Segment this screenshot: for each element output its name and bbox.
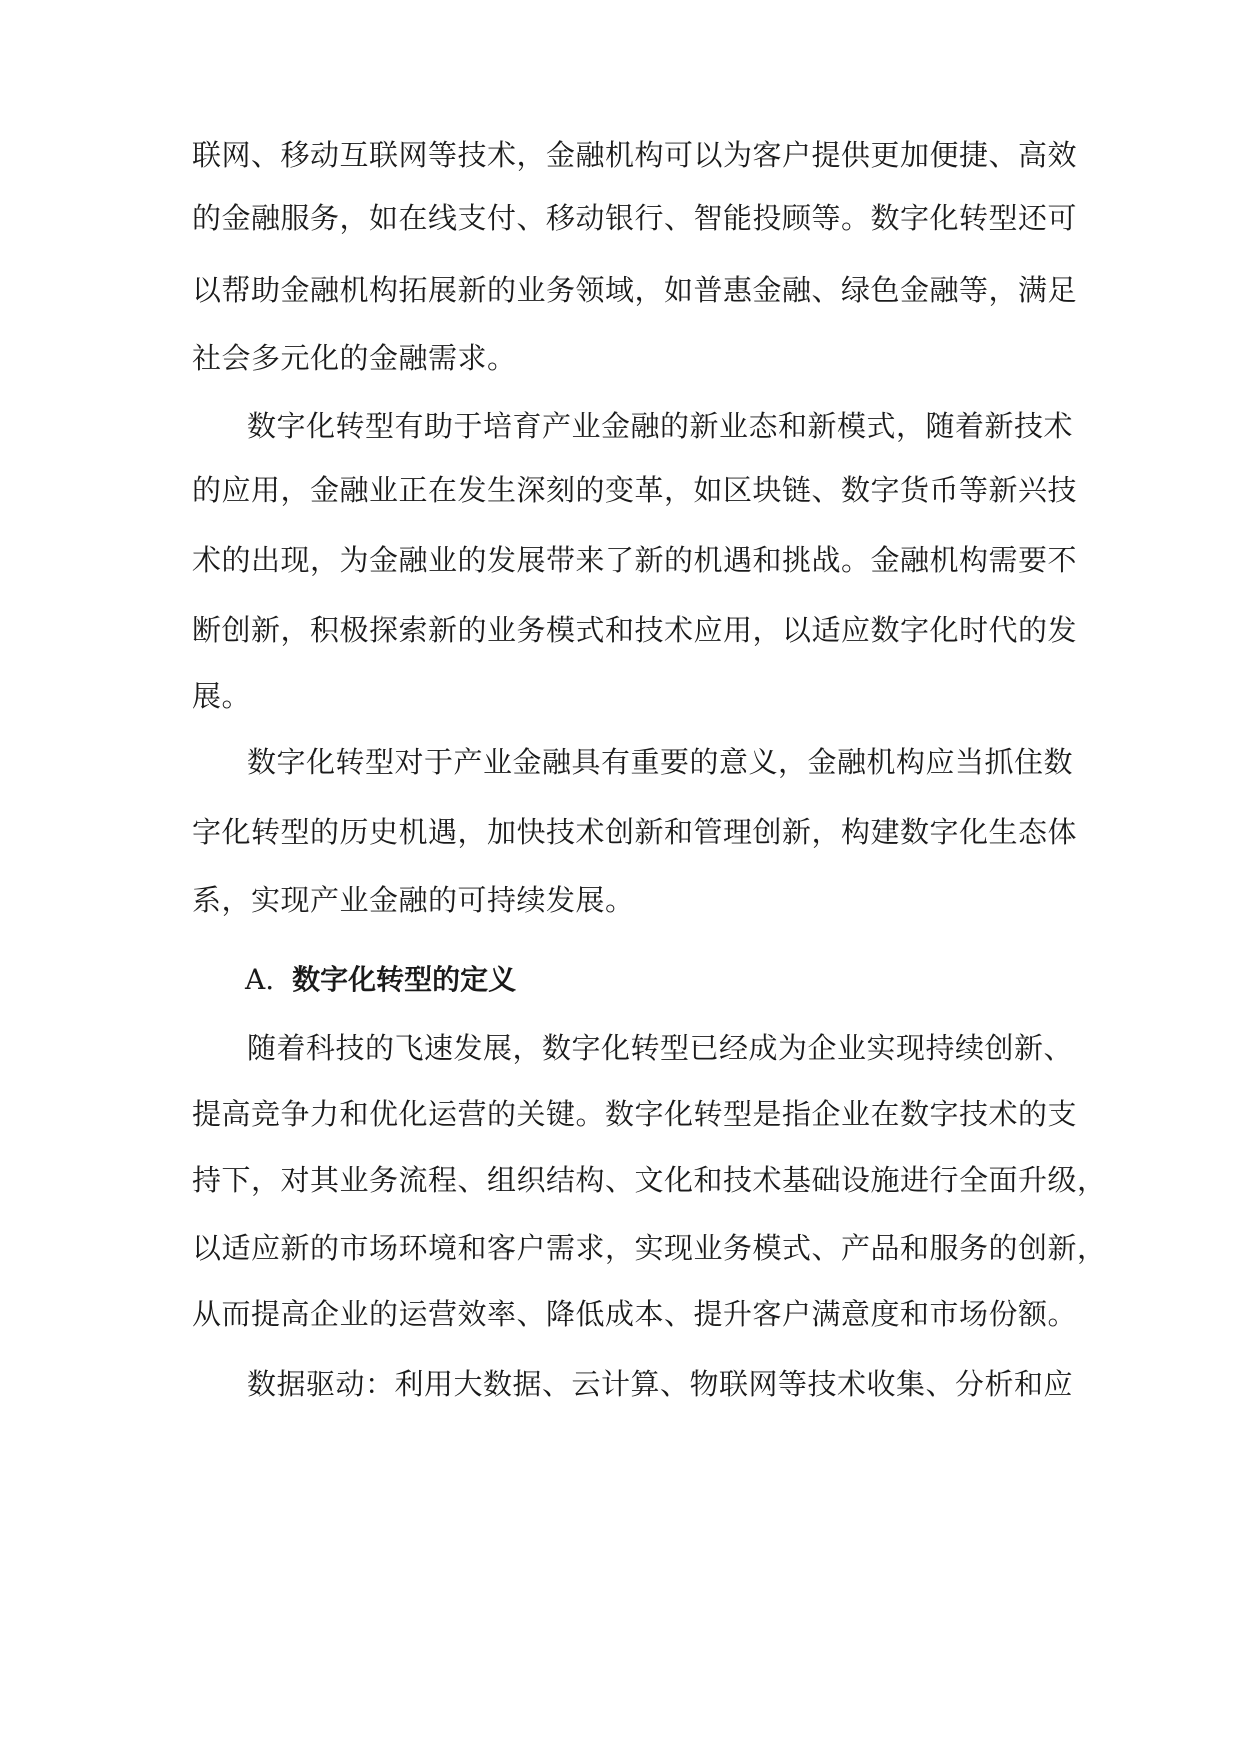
paragraph-line: 联网、移动互联网等技术，金融机构可以为客户提供更加便捷、高效: [192, 138, 1078, 172]
paragraph-line: 字化转型的历史机遇，加快技术创新和管理创新，构建数字化生态体: [192, 815, 1078, 849]
paragraph-line: 数字化转型有助于培育产业金融的新业态和新模式，随着新技术: [247, 409, 1074, 443]
paragraph-line: 展。: [192, 679, 252, 713]
paragraph-line: 以适应新的市场环境和客户需求，实现业务模式、产品和服务的创新，: [192, 1231, 1107, 1265]
paragraph-line: 提高竞争力和优化运营的关键。数字化转型是指企业在数字技术的支: [192, 1097, 1078, 1131]
paragraph-line: 系，实现产业金融的可持续发展。: [192, 883, 635, 917]
paragraph-line: 随着科技的飞速发展，数字化转型已经成为企业实现持续创新、: [247, 1031, 1074, 1065]
paragraph-line: 社会多元化的金融需求。: [192, 341, 517, 375]
paragraph-line: 以帮助金融机构拓展新的业务领域，如普惠金融、绿色金融等，满足: [192, 273, 1078, 307]
section-label: A.: [245, 963, 275, 996]
paragraph-line: 持下，对其业务流程、组织结构、文化和技术基础设施进行全面升级，: [192, 1163, 1107, 1197]
paragraph-line: 断创新，积极探索新的业务模式和技术应用，以适应数字化时代的发: [192, 613, 1078, 647]
paragraph-line: 的金融服务，如在线支付、移动银行、智能投顾等。数字化转型还可: [192, 201, 1078, 235]
paragraph-line: 的应用，金融业正在发生深刻的变革，如区块链、数字货币等新兴技: [192, 473, 1078, 507]
section-title: 数字化转型的定义: [292, 963, 517, 996]
paragraph-line: 数字化转型对于产业金融具有重要的意义，金融机构应当抓住数: [247, 745, 1074, 779]
paragraph-line: 数据驱动：利用大数据、云计算、物联网等技术收集、分析和应: [247, 1367, 1074, 1401]
paragraph-line: 从而提高企业的运营效率、降低成本、提升客户满意度和市场份额。: [192, 1297, 1078, 1331]
paragraph-line: 术的出现，为金融业的发展带来了新的机遇和挑战。金融机构需要不: [192, 543, 1078, 577]
section-heading: [245, 960, 516, 1000]
